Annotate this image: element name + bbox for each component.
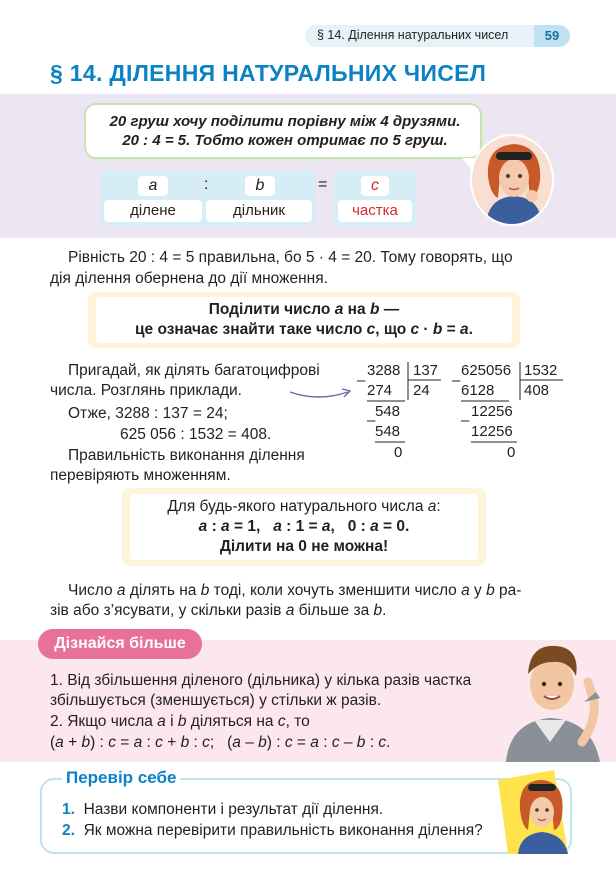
div2-rem1: 12256 <box>471 403 513 420</box>
property-box-inner <box>130 494 478 560</box>
learn-more-tab: Дізнайся більше <box>38 629 202 659</box>
examples-text-1: Пригадай, як ділять багатоцифрові <box>68 362 320 379</box>
speech-bubble <box>84 103 482 159</box>
div2-minus-1: – <box>452 372 461 389</box>
girl-illustration-2 <box>498 770 578 854</box>
property-line-1: Для будь-якого натурального числа a: <box>167 498 441 515</box>
div1-divisor: 137 <box>413 362 439 379</box>
paragraph-1-line-2: дія ділення обернена до дії множення. <box>50 270 328 287</box>
paragraph-2-line-1: Число a ділять на b тоді, коли хочуть зменшити число a у b ра- <box>68 582 522 599</box>
paragraph-2-line-2: зів або з’ясувати, у скільки разів a більше за b. <box>50 602 387 619</box>
div1-lines <box>365 360 445 464</box>
question-1-number: 1. <box>62 801 75 818</box>
question-1-text: Назви компоненти і результат дії ділення. <box>83 801 384 818</box>
learn-more-line-4: (a + b) : c = a : c + b : c; (a – b) : c = a : c – b : c. <box>50 734 391 751</box>
div1-rem2: 0 <box>394 444 403 461</box>
div2-sub2: 12256 <box>471 423 513 440</box>
property-line-3: Ділити на 0 не можна! <box>219 538 389 555</box>
page-number: 59 <box>534 25 570 47</box>
rule-line-1 <box>96 301 512 319</box>
paragraph-1-line-1: Рівність 20 : 4 = 5 правильна, бо 5 · 4 = 20. Тому говорять, що <box>68 249 513 266</box>
div2-divisor: 1532 <box>524 362 558 379</box>
running-header-section: § 14. Ділення натуральних чисел <box>317 28 509 42</box>
page-title: § 14. ДІЛЕННЯ НАТУРАЛЬНИХ ЧИСЕЛ <box>50 60 487 86</box>
div1-sub1: 274 <box>367 382 393 399</box>
div2-rem2: 0 <box>507 444 516 461</box>
learn-more-line-2: збільшується (зменшується) у стільки ж разів. <box>50 692 382 709</box>
question-2-text: Як можна перевірити правильність виконання ділення? <box>83 822 483 839</box>
var-b: b <box>245 176 275 196</box>
label-divisor: дільник <box>206 200 312 222</box>
div2-lines <box>459 360 569 464</box>
bubble-line-2: 20 : 4 = 5. Тобто кожен отримає по 5 груш. <box>122 132 448 149</box>
colon-sign: : <box>204 176 209 193</box>
examples-text-5: Правильність виконання ділення <box>68 447 305 464</box>
question-2-number: 2. <box>62 822 75 839</box>
div2-quotient: 408 <box>524 382 550 399</box>
question-2 <box>62 820 483 841</box>
question-1 <box>62 799 383 820</box>
rule-text-2: це означає знайти таке число c, що c · b = a. <box>135 321 473 338</box>
rule-inner <box>96 297 512 343</box>
var-c: c <box>361 176 389 196</box>
div2-minus-2: – <box>461 412 470 429</box>
learn-more-line-3: 2. Якщо числа a і b діляться на c, то <box>50 713 310 730</box>
bubble-line-1: 20 груш хочу поділити порівну між 4 друзями. <box>109 113 461 130</box>
div1-quotient: 24 <box>413 382 430 399</box>
examples-text-4: 625 056 : 1532 = 408. <box>120 426 272 443</box>
div1-dividend: 3288 <box>367 362 401 379</box>
arrow-icon <box>288 386 358 402</box>
examples-text-2: числа. Розглянь приклади. <box>50 382 242 399</box>
label-quotient: частка <box>338 200 412 222</box>
boy-illustration <box>500 632 616 762</box>
div2-dividend: 625056 <box>461 362 512 379</box>
var-a: a <box>138 176 168 196</box>
rule-line-2 <box>96 321 512 339</box>
div1-minus-2: – <box>367 412 376 429</box>
examples-text-3: Отже, 3288 : 137 = 24; <box>68 405 228 422</box>
examples-text-6: перевіряють множенням. <box>50 467 231 484</box>
div1-rem1: 548 <box>375 403 401 420</box>
check-title: Перевір себе <box>62 768 180 788</box>
div2-sub1: 6128 <box>461 382 495 399</box>
girl-illustration <box>470 134 554 226</box>
equals-sign: = <box>318 176 328 193</box>
div1-minus-1: – <box>357 372 366 389</box>
div1-sub2: 548 <box>375 423 401 440</box>
learn-more-line-1: 1. Від збільшення діленого (дільника) у кілька разів частка <box>50 672 472 689</box>
property-line-2: a : a = 1, a : 1 = a, 0 : a = 0. <box>198 518 410 535</box>
label-dividend: ділене <box>104 200 202 222</box>
rule-text: Поділити число a на b — <box>208 301 400 318</box>
